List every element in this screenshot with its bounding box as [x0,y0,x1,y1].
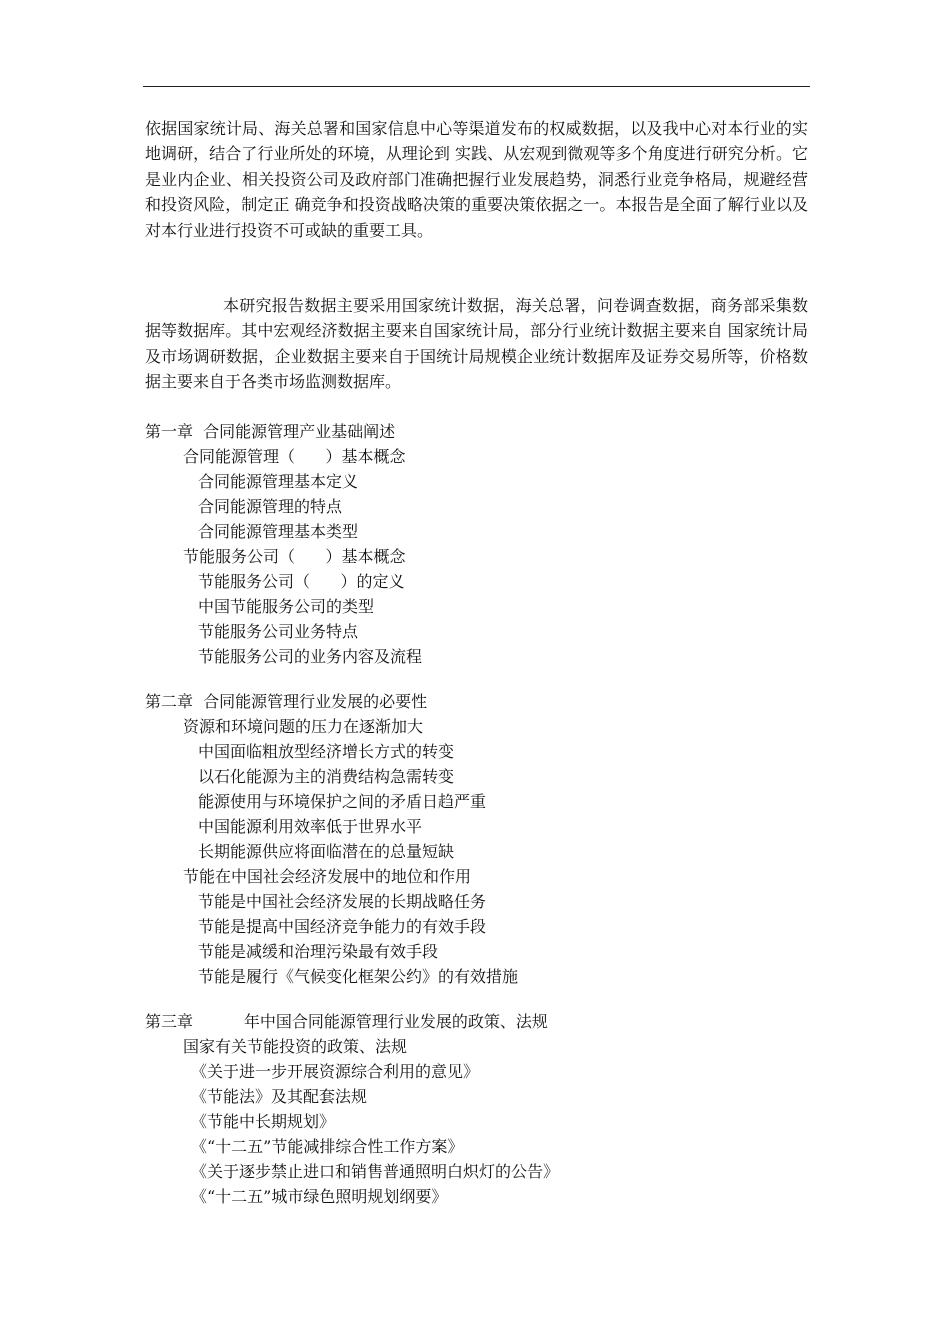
toc-item: 节能是减缓和治理污染最有效手段 [198,941,439,961]
section-title: 节能在中国社会经济发展中的地位和作用 [183,866,472,886]
toc-item: 节能是中国社会经济发展的长期战略任务 [198,891,487,911]
toc-item: 能源使用与环境保护之间的矛盾日趋严重 [198,791,487,811]
toc-item: 节能是履行《气候变化框架公约》的有效措施 [198,966,519,986]
document-body [145,116,808,1229]
toc-item: 以石化能源为主的消费结构急需转变 [198,766,455,786]
header-rule [143,86,810,87]
toc-item: 中国节能服务公司的类型 [198,596,375,616]
toc-item: 节能服务公司（ ）的定义 [198,571,405,591]
intro-paragraph-1: 依据国家统计局、海关总署和国家信息中心等渠道发布的权威数据，以及我中心对本行业的实地调研，结合了行业所处的环境，从理论到 实践、从宏观到微观等多个角度进行研究分析。它是业内企业、相关投资公司及政府部门准确把握行业发展趋势，洞悉行业竞争格局，规避经营和投资风险，制定正 确竞争和投资战略决策的重要决策依据之一。本报告是全面了解行业以及对本行业进行投资不可或缺的重要工具。 [145,119,808,240]
toc-item: 合同能源管理的特点 [198,496,343,516]
section-title: 资源和环境问题的压力在逐渐加大 [183,716,424,736]
section-title: 节能服务公司（ ）基本概念 [183,546,406,566]
toc-item: 《“十二五”城市绿色照明规划纲要》 [191,1186,448,1206]
toc-item: 中国能源利用效率低于世界水平 [198,816,423,836]
chapter-title: 第二章 合同能源管理行业发展的必要性 [145,691,428,711]
toc-chapter-1 [145,419,808,669]
toc-chapter-2 [145,689,808,989]
toc-item: 节能服务公司的业务内容及流程 [198,646,423,666]
section-title: 国家有关节能投资的政策、法规 [183,1036,408,1056]
chapter-title: 第一章 合同能源管理产业基础阐述 [145,421,396,441]
toc-item: 长期能源供应将面临潜在的总量短缺 [198,841,455,861]
section-title: 合同能源管理（ ）基本概念 [183,446,406,466]
toc-chapter-3 [145,1009,808,1209]
toc-item: 《节能法》及其配套法规 [191,1086,368,1106]
chapter-title: 第三章 年中国合同能源管理行业发展的政策、法规 [145,1011,548,1031]
toc-item: 节能是提高中国经济竞争能力的有效手段 [198,916,487,936]
toc-item: 《关于逐步禁止进口和销售普通照明白炽灯的公告》 [191,1161,560,1181]
intro-paragraph-2: 本研究报告数据主要采用国家统计数据，海关总署，问卷调查数据，商务部采集数据等数据库。其中宏观经济数据主要来自国家统计局，部分行业统计数据主要来自 国家统计局及市场调研数据，企业数据主要来自于国统计局规模企业统计数据库及证券交易所等，价格数据主要来自于各类市场监测数据库。 [145,296,808,392]
toc-item: 中国面临粗放型经济增长方式的转变 [198,741,455,761]
table-of-contents [145,419,808,1209]
toc-item: 《“十二五”节能减排综合性工作方案》 [191,1136,464,1156]
toc-item: 合同能源管理基本定义 [198,471,359,491]
toc-item: 节能服务公司业务特点 [198,621,359,641]
toc-item: 《关于进一步开展资源综合利用的意见》 [191,1061,480,1081]
toc-item: 合同能源管理基本类型 [198,521,359,541]
toc-item: 《节能中长期规划》 [191,1111,336,1131]
